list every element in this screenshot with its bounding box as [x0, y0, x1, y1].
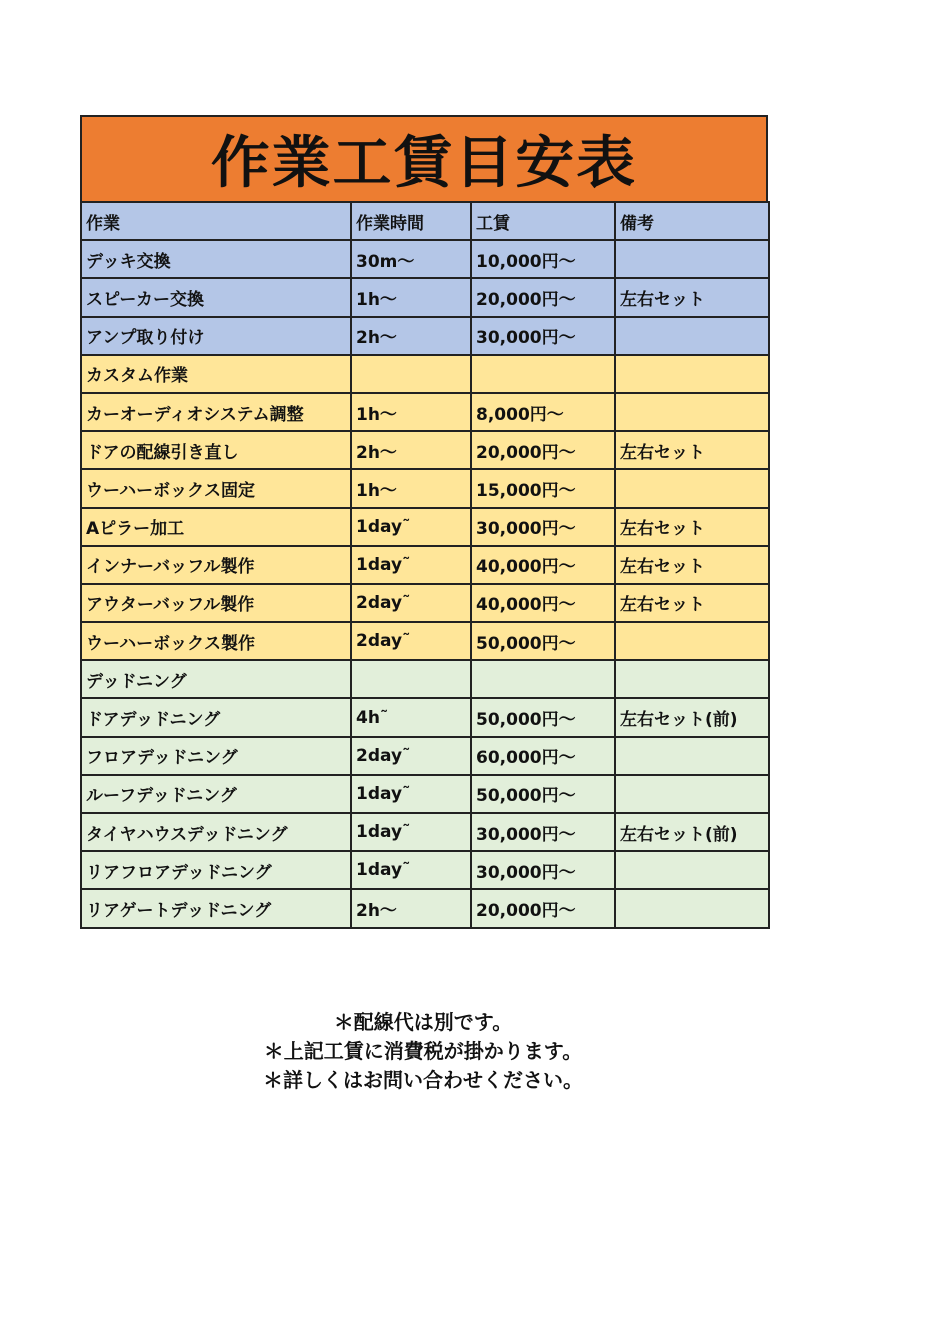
cell-price: 30,000円～	[471, 317, 615, 355]
cell-work: タイヤハウスデッドニング	[81, 813, 351, 851]
cell-time: 1day˜	[351, 775, 471, 813]
cell-price: 40,000円～	[471, 546, 615, 584]
cell-time	[351, 355, 471, 393]
cell-time: 2day˜	[351, 622, 471, 660]
cell-note	[615, 851, 769, 889]
cell-price: 30,000円～	[471, 508, 615, 546]
cell-work: デッキ交換	[81, 240, 351, 278]
cell-price: 10,000円～	[471, 240, 615, 278]
cell-note: 左右セット	[615, 508, 769, 546]
cell-price: 60,000円～	[471, 737, 615, 775]
cell-price	[471, 355, 615, 393]
cell-time: 1h～	[351, 393, 471, 431]
cell-time: 30m～	[351, 240, 471, 278]
page-title: 作業工賃目安表	[210, 131, 638, 196]
cell-work: スピーカー交換	[81, 278, 351, 316]
footnote-wiring: ＊配線代は別です。	[333, 1010, 513, 1034]
table-row	[81, 278, 769, 316]
cell-price: 50,000円～	[471, 622, 615, 660]
cell-time: 1h～	[351, 469, 471, 507]
cell-time: 2h～	[351, 431, 471, 469]
cell-time: 2h～	[351, 317, 471, 355]
cell-note	[615, 775, 769, 813]
cell-note: 左右セット	[615, 546, 769, 584]
cell-price: 20,000円～	[471, 278, 615, 316]
table-row	[81, 355, 769, 393]
cell-note: 左右セット	[615, 584, 769, 622]
cell-work: インナーバッフル製作	[81, 546, 351, 584]
table-row	[81, 737, 769, 775]
cell-note	[615, 737, 769, 775]
cell-note	[615, 317, 769, 355]
table-row	[81, 889, 769, 927]
table-row	[81, 775, 769, 813]
footnote-contact: ＊詳しくはお問い合わせください。	[263, 1068, 583, 1092]
header-cell-work: 作業	[81, 202, 351, 240]
cell-note: 左右セット	[615, 431, 769, 469]
cell-price: 20,000円～	[471, 431, 615, 469]
cell-time: 2day˜	[351, 737, 471, 775]
cell-work: ドアの配線引き直し	[81, 431, 351, 469]
rate-sheet	[80, 115, 768, 929]
cell-price: 40,000円～	[471, 584, 615, 622]
cell-note	[615, 393, 769, 431]
table-row	[81, 393, 769, 431]
title-bar	[80, 115, 768, 201]
table-header-row	[81, 202, 769, 240]
cell-note	[615, 660, 769, 698]
cell-note	[615, 622, 769, 660]
footnote-tax: ＊上記工賃に消費税が掛かります。	[263, 1039, 583, 1063]
cell-note	[615, 240, 769, 278]
cell-work: カスタム作業	[81, 355, 351, 393]
cell-price	[471, 660, 615, 698]
table-row	[81, 622, 769, 660]
table-row	[81, 240, 769, 278]
cell-note: 左右セット	[615, 278, 769, 316]
cell-price: 50,000円～	[471, 775, 615, 813]
table-row	[81, 546, 769, 584]
cell-time	[351, 660, 471, 698]
cell-note: 左右セット(前)	[615, 698, 769, 736]
cell-note	[615, 889, 769, 927]
table-row	[81, 317, 769, 355]
cell-note: 左右セット(前)	[615, 813, 769, 851]
cell-price: 30,000円～	[471, 851, 615, 889]
cell-work: Aピラー加工	[81, 508, 351, 546]
cell-work: リアゲートデッドニング	[81, 889, 351, 927]
cell-note	[615, 469, 769, 507]
table-row	[81, 469, 769, 507]
cell-work: アウターバッフル製作	[81, 584, 351, 622]
cell-price: 30,000円～	[471, 813, 615, 851]
cell-work: フロアデッドニング	[81, 737, 351, 775]
cell-note	[615, 355, 769, 393]
cell-work: ルーフデッドニング	[81, 775, 351, 813]
cell-time: 1day˜	[351, 508, 471, 546]
cell-time: 1day˜	[351, 851, 471, 889]
cell-time: 2day˜	[351, 584, 471, 622]
table-row	[81, 851, 769, 889]
cell-work: カーオーディオシステム調整	[81, 393, 351, 431]
table-row	[81, 660, 769, 698]
table-row	[81, 431, 769, 469]
table-row	[81, 698, 769, 736]
cell-price: 20,000円～	[471, 889, 615, 927]
header-cell-price: 工賃	[471, 202, 615, 240]
cell-time: 1day˜	[351, 813, 471, 851]
cell-work: ウーハーボックス固定	[81, 469, 351, 507]
cell-price: 15,000円～	[471, 469, 615, 507]
table-row	[81, 813, 769, 851]
cell-time: 2h～	[351, 889, 471, 927]
table-row	[81, 584, 769, 622]
cell-time: 4h˜	[351, 698, 471, 736]
cell-price: 8,000円～	[471, 393, 615, 431]
cell-time: 1day˜	[351, 546, 471, 584]
cell-work: アンプ取り付け	[81, 317, 351, 355]
header-cell-note: 備考	[615, 202, 769, 240]
cell-time: 1h～	[351, 278, 471, 316]
cell-price: 50,000円～	[471, 698, 615, 736]
cell-work: ドアデッドニング	[81, 698, 351, 736]
cell-work: ウーハーボックス製作	[81, 622, 351, 660]
cell-work: デッドニング	[81, 660, 351, 698]
table-row	[81, 508, 769, 546]
header-cell-time: 作業時間	[351, 202, 471, 240]
cell-work: リアフロアデッドニング	[81, 851, 351, 889]
rate-table	[80, 201, 770, 929]
footnotes	[0, 1008, 846, 1095]
